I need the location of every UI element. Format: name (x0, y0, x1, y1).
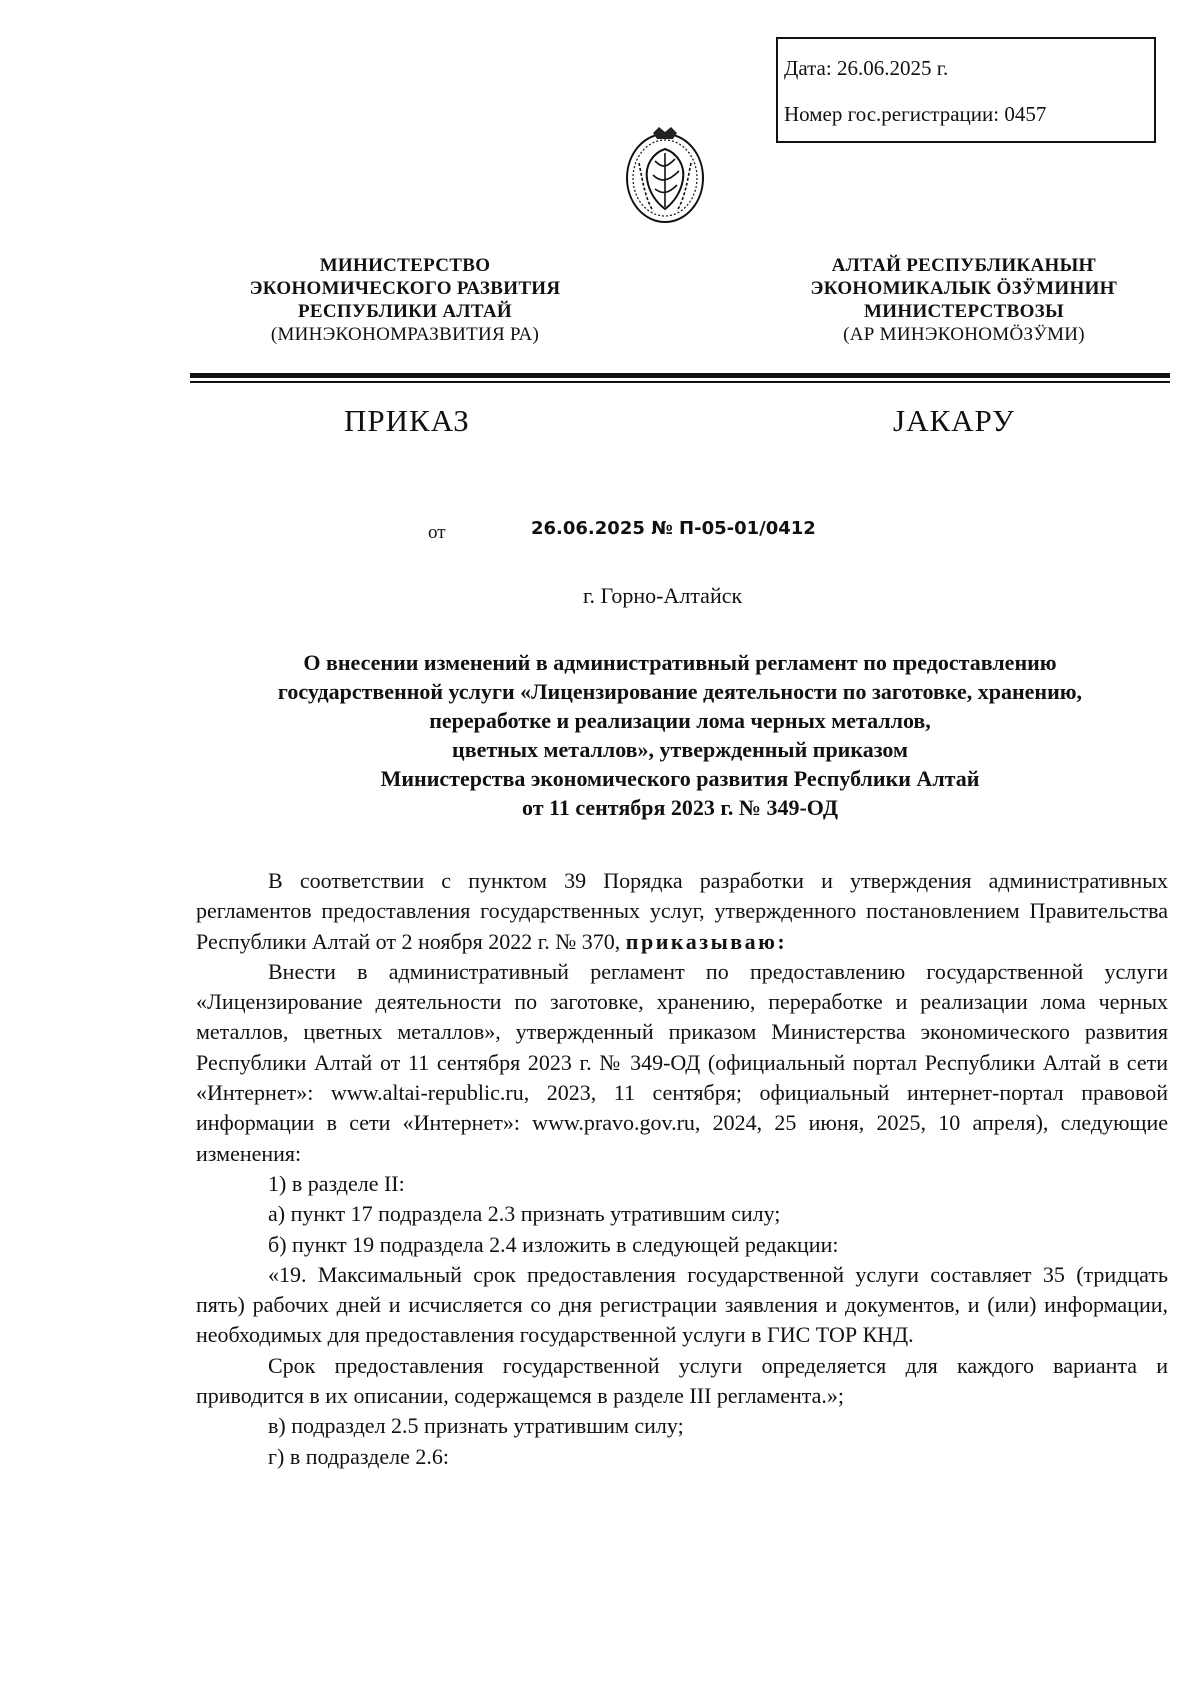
header-divider-thick (190, 373, 1170, 378)
registration-stamp (776, 37, 1156, 143)
order-heading (190, 648, 1170, 822)
body-paragraph: 1) в разделе II: (268, 1170, 405, 1196)
order-from-label: от (428, 522, 446, 543)
ministry-alt-line1: АЛТАЙ РЕСПУБЛИКАНЫҤ (831, 255, 1097, 276)
ministry-alt-abbr: (АР МИНЭКОНОМӦЗӰМИ) (843, 324, 1085, 345)
document-title-altai: ЈАКАРУ (893, 403, 1015, 438)
body-paragraph: Срок предоставления государственной услуги определяется для каждого варианта и приводится в их описании, содержащемся в разделе III регламента.»; (196, 1352, 1168, 1409)
document-title-russian: ПРИКАЗ (344, 403, 470, 438)
ministry-ru-line2: ЭКОНОМИЧЕСКОГО РАЗВИТИЯ (249, 278, 561, 299)
body-paragraph: Внести в административный регламент по предоставлению государственной услуги «Лицензирование деятельности по заготовке, хранению, переработке и реализации лома черных металлов, цветных металлов», утвержденный приказом Министерства экономического развития Республики Алтай от 11 сентября 2023 г. № 349-ОД (официальный портал Республики Алтай в сети «Интернет»: www.altai-republic.ru, 2023, 11 сентября; официальный интернет-портал правовой информации в сети «Интернет»: www.pravo.gov.ru, 2024, 25 июня, 2025, 10 апреля), следующие изменения: (196, 958, 1168, 1166)
ministry-alt-line2: ЭКОНОМИКАЛЫК ӦЗӰМИНИҤ (810, 278, 1118, 299)
body-paragraph: а) пункт 17 подраздела 2.3 признать утратившим силу; (268, 1201, 781, 1227)
heading-line: Министерства экономического развития Республики Алтай (380, 766, 980, 791)
body-paragraph: в) подраздел 2.5 признать утратившим силу; (268, 1413, 684, 1439)
body-paragraph: «19. Максимальный срок предоставления государственной услуги составляет 35 (тридцать пять) рабочих дней и исчисляется со дня регистрации заявления и документов, и (или) информации, необходимых для предоставления государственной услуги в ГИС ТОР КНД. (196, 1261, 1168, 1348)
body-paragraph (196, 866, 1168, 957)
ministry-ru-abbr: (МИНЭКОНОМРАЗВИТИЯ РА) (270, 324, 540, 345)
body-paragraph: б) пункт 19 подраздела 2.4 изложить в следующей редакции: (268, 1231, 839, 1257)
ministry-name-russian (200, 254, 610, 346)
ministry-ru-line1: МИНИСТЕРСТВО (319, 255, 491, 276)
ministry-name-altai (774, 254, 1154, 346)
heading-line: от 11 сентября 2023 г. № 349-ОД (522, 795, 838, 820)
heading-line: О внесении изменений в административный регламент по предоставлению (303, 650, 1057, 675)
body-paragraph-text: В соответствии с пунктом 39 Порядка разработки и утверждения административных регламентов предоставления государственных услуг, утвержденного постановлением Правительства Республики Алтай от 2 ноября 2022 г. № 370, (196, 868, 1168, 954)
heading-line: государственной услуги «Лицензирование деятельности по заготовке, хранению, (277, 679, 1083, 704)
registration-number: Номер гос.регистрации: 0457 (784, 102, 1047, 126)
ministry-alt-line3: МИНИСТЕРСТВОЗЫ (864, 301, 1064, 322)
registration-date: Дата: 26.06.2025 г. (784, 56, 949, 80)
ministry-ru-line3: РЕСПУБЛИКИ АЛТАЙ (298, 301, 512, 322)
header-divider-thin (190, 381, 1170, 383)
heading-line: переработке и реализации лома черных металлов, (429, 708, 931, 733)
coat-of-arms-emblem (623, 123, 707, 227)
heading-line: цветных металлов», утвержденный приказом (452, 737, 908, 762)
order-number: 26.06.2025 № П-05-01/0412 (531, 518, 816, 539)
city: г. Горно-Алтайск (583, 583, 743, 608)
order-directive: приказываю: (625, 928, 788, 954)
body-paragraph: г) в подразделе 2.6: (268, 1443, 449, 1469)
document-body (196, 866, 1168, 1472)
